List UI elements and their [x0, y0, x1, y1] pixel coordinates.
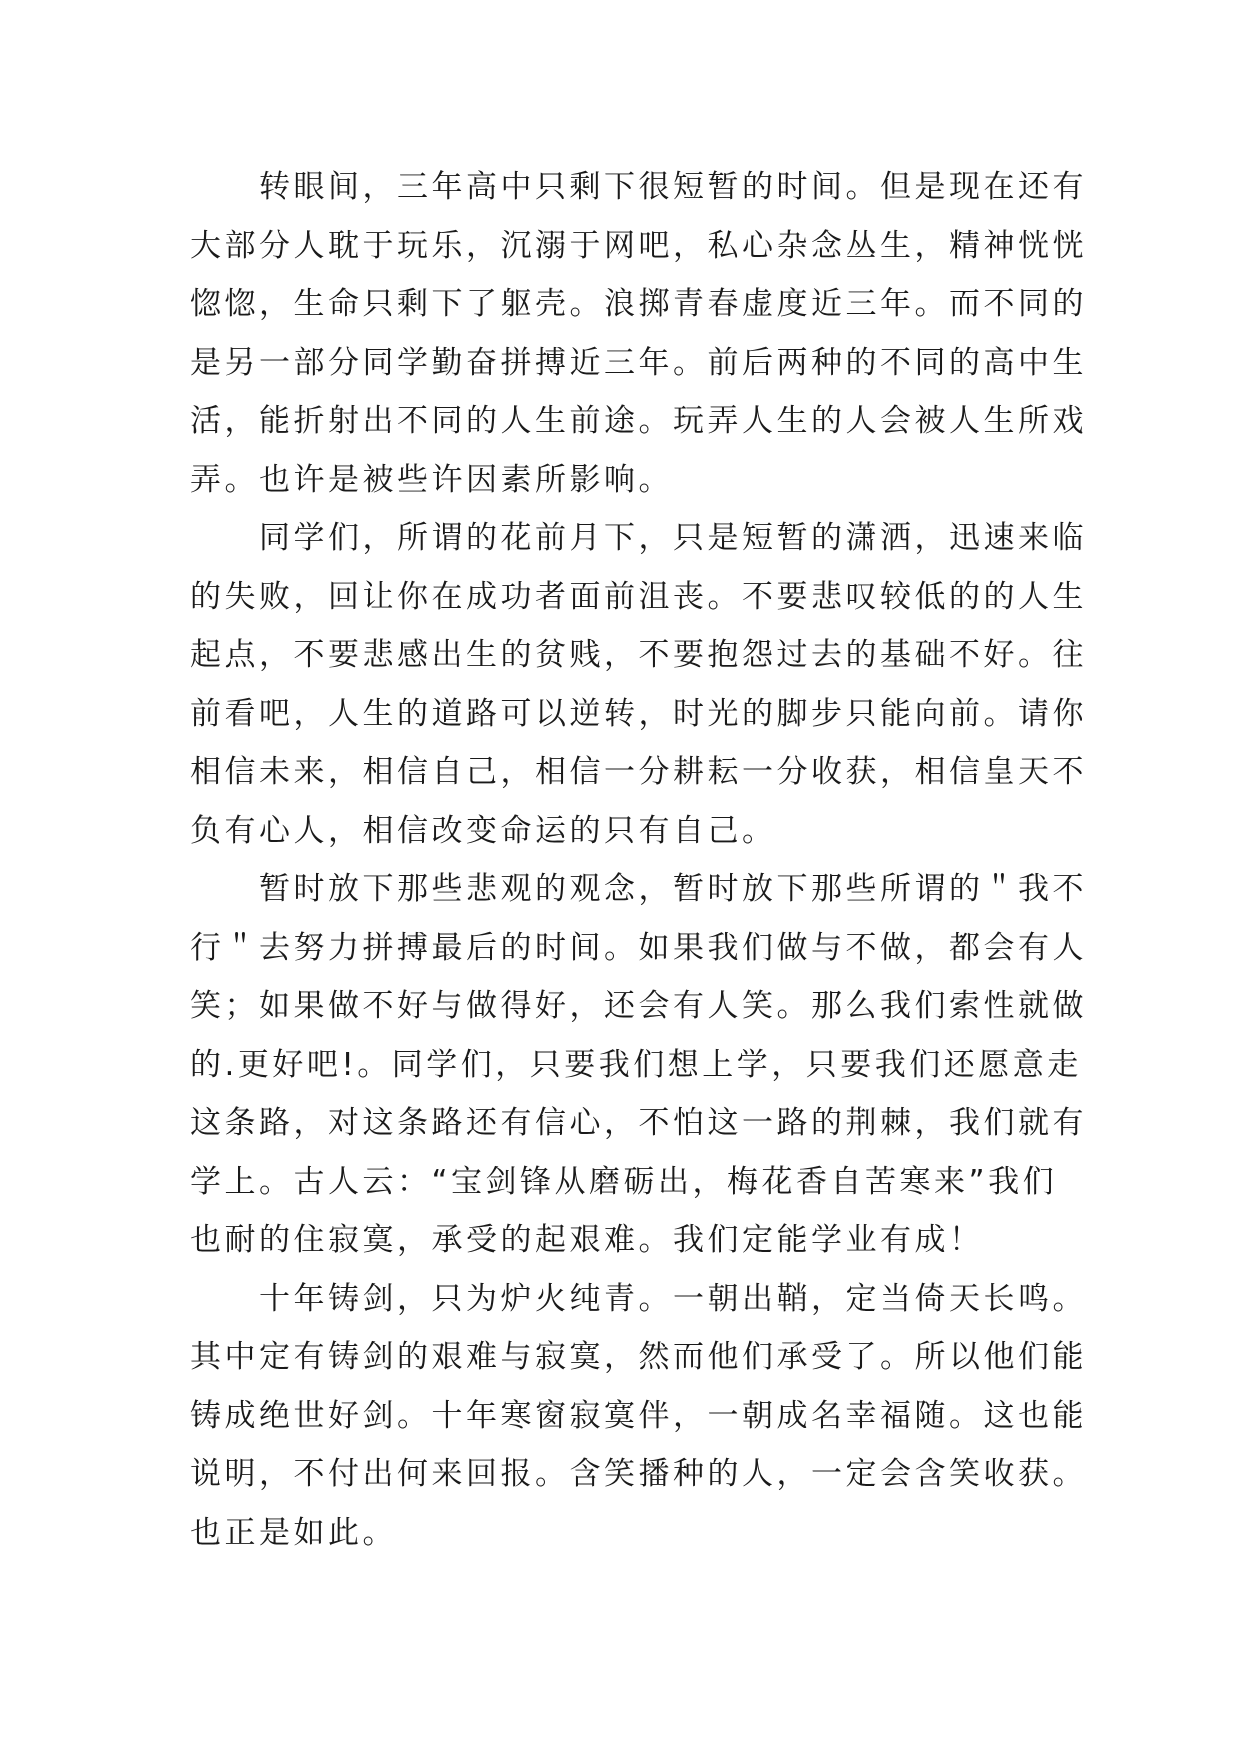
- text-line: 这条路，对这条路还有信心，不怕这一路的荆棘，我们就有: [190, 1105, 1087, 1141]
- text-line: 是另一部分同学勤奋拼搏近三年。前后两种的不同的高中生: [190, 344, 1087, 381]
- text-line: 大部分人耽于玩乐，沉溺于网吧，私心杂念丛生，精神恍恍: [190, 227, 1087, 264]
- text-line: 暂时放下那些悲观的观念，暂时放下那些所谓的＂我不: [259, 871, 1087, 907]
- text-line: 活，能折射出不同的人生前途。玩弄人生的人会被人生所戏: [190, 403, 1087, 439]
- text-line: 惚惚，生命只剩下了躯壳。浪掷青春虚度近三年。而不同的: [190, 286, 1087, 322]
- text-line: 也耐的住寂寞，承受的起艰难。我们定能学业有成！: [190, 1222, 984, 1258]
- text-line: 的失败，回让你在成功者面前沮丧。不要悲叹较低的的人生: [190, 578, 1087, 615]
- paragraph-4: [190, 1270, 1087, 1563]
- text-line: 十年铸剑，只为炉火纯青。一朝出鞘，定当倚天长鸣。: [259, 1280, 1087, 1317]
- text-line: 前看吧，人生的道路可以逆转，时光的脚步只能向前。请你: [190, 695, 1087, 732]
- text-line: 也正是如此。: [190, 1514, 397, 1551]
- text-line: 笑；如果做不好与做得好，还会有人笑。那么我们索性就做: [190, 988, 1087, 1024]
- text-line: 说明，不付出何来回报。含笑播种的人，一定会含笑收获。: [190, 1456, 1087, 1492]
- text-line: 转眼间，三年高中只剩下很短暂的时间。但是现在还有: [259, 169, 1087, 205]
- text-line: 弄。也许是被些许因素所影响。: [190, 461, 673, 498]
- text-line: 同学们，所谓的花前月下，只是短暂的潇洒，迅速来临: [259, 520, 1087, 556]
- text-line: 学上。古人云：“宝剑锋从磨砺出，梅花香自苦寒来”我们: [190, 1163, 1058, 1200]
- text-line: 的.更好吧!。同学们，只要我们想上学，只要我们还愿意走: [190, 1046, 1082, 1083]
- paragraph-2: [190, 509, 1087, 860]
- text-line: 铸成绝世好剑。十年寒窗寂寞伴，一朝成名幸福随。这也能: [190, 1397, 1087, 1434]
- paragraph-1: [190, 158, 1087, 509]
- text-line: 其中定有铸剑的艰难与寂寞，然而他们承受了。所以他们能: [190, 1339, 1087, 1375]
- text-line: 相信未来，相信自己，相信一分耕耘一分收获，相信皇天不: [190, 754, 1087, 790]
- text-line: 负有心人，相信改变命运的只有自己。: [190, 812, 777, 849]
- text-line: 行＂去努力拼搏最后的时间。如果我们做与不做，都会有人: [190, 929, 1087, 966]
- paragraph-3: [190, 860, 1087, 1270]
- document-body: [190, 158, 1087, 1562]
- text-line: 起点，不要悲感出生的贫贱，不要抱怨过去的基础不好。往: [190, 637, 1087, 673]
